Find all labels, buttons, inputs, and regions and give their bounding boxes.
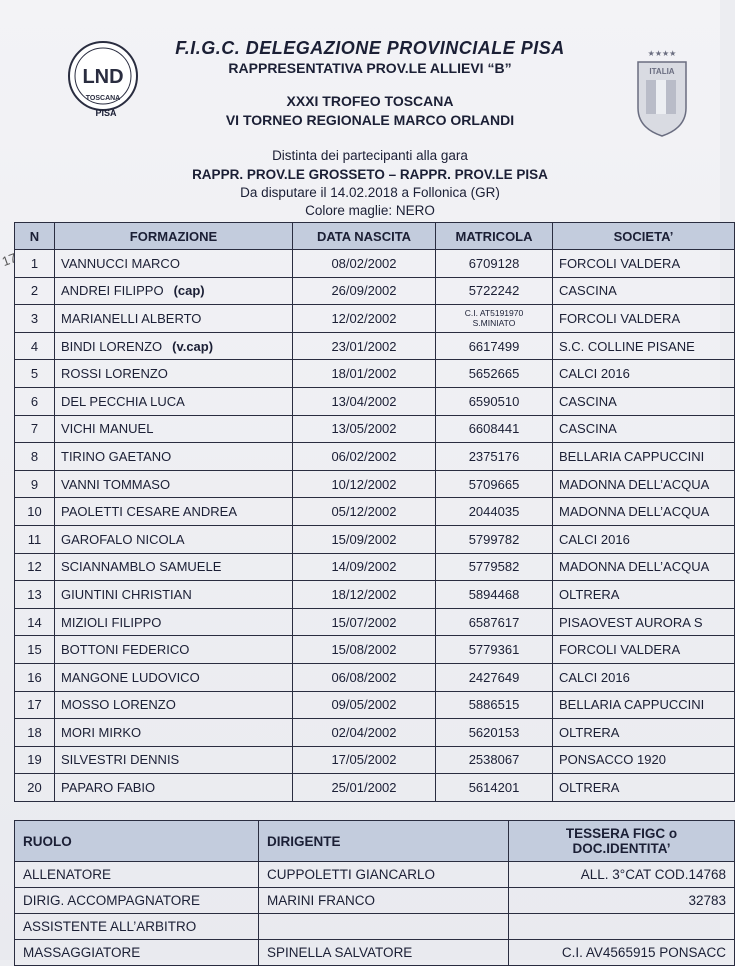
player-number: 6 [15, 387, 55, 415]
player-name: ROSSI LORENZO [61, 366, 168, 382]
col-header-data-nascita: DATA NASCITA [293, 223, 436, 250]
player-name: VANNUCCI MARCO [61, 255, 180, 271]
player-name-cell [55, 415, 293, 443]
players-table [14, 222, 735, 802]
player-name-cell [55, 553, 293, 581]
player-row [15, 553, 735, 581]
staff-table [14, 820, 735, 966]
player-name: VICHI MANUEL [61, 421, 154, 437]
player-name-cell [55, 498, 293, 526]
staff-name [259, 914, 509, 940]
player-number: 13 [15, 581, 55, 609]
player-matricola: 5652665 [436, 360, 553, 388]
player-matricola: 5709665 [436, 470, 553, 498]
player-name-cell [55, 443, 293, 471]
player-matricola [436, 305, 553, 333]
italia-logo-text: ITALIA [649, 67, 675, 76]
col-header-n: N [15, 223, 55, 250]
col-header-formazione: FORMAZIONE [55, 223, 293, 250]
player-matricola: 2375176 [436, 443, 553, 471]
player-club: PONSACCO 1920 [553, 746, 735, 774]
italia-shield-logo [632, 48, 692, 138]
player-row [15, 250, 735, 278]
player-birth-date: 15/08/2002 [293, 636, 436, 664]
player-row [15, 525, 735, 553]
player-matricola: 5722242 [436, 277, 553, 305]
player-matricola-line2: S.MINIATO [472, 318, 516, 329]
player-name: PAOLETTI CESARE ANDREA [61, 504, 238, 520]
player-row [15, 663, 735, 691]
svg-text:★★★★: ★★★★ [647, 49, 677, 58]
player-club: BELLARIA CAPPUCCINI [553, 443, 735, 471]
player-name-cell [55, 525, 293, 553]
col-header-matricola: MATRICOLA [436, 223, 553, 250]
player-club: CALCI 2016 [553, 360, 735, 388]
player-row [15, 387, 735, 415]
player-name-cell [55, 250, 293, 278]
player-row [15, 277, 735, 305]
player-name-cell [55, 360, 293, 388]
player-birth-date: 06/08/2002 [293, 663, 436, 691]
player-matricola: 6608441 [436, 415, 553, 443]
col-header-tessera [509, 821, 735, 862]
player-name-cell [55, 719, 293, 747]
player-matricola: 2538067 [436, 746, 553, 774]
staff-row [15, 940, 735, 966]
player-birth-date: 02/04/2002 [293, 719, 436, 747]
player-number: 9 [15, 470, 55, 498]
player-name-cell [55, 746, 293, 774]
player-club: MADONNA DELL’ACQUA [553, 498, 735, 526]
col-header-ruolo: RUOLO [15, 821, 259, 862]
player-name: TIRINO GAETANO [61, 448, 172, 464]
player-name-cell [55, 636, 293, 664]
player-row [15, 774, 735, 802]
player-birth-date: 10/12/2002 [293, 470, 436, 498]
player-matricola: 5779582 [436, 553, 553, 581]
player-name-cell [55, 774, 293, 802]
player-matricola: 5894468 [436, 581, 553, 609]
staff-name: CUPPOLETTI GIANCARLO [259, 862, 509, 888]
player-birth-date: 23/01/2002 [293, 332, 436, 360]
player-club: FORCOLI VALDERA [553, 636, 735, 664]
player-name: SCIANNAMBLO SAMUELE [61, 559, 222, 575]
player-number: 11 [15, 525, 55, 553]
player-club: OLTRERA [553, 581, 735, 609]
player-name: SILVESTRI DENNIS [61, 752, 180, 768]
col-header-tessera-line2: DOC.IDENTITA’ [572, 841, 671, 856]
player-club: CALCI 2016 [553, 663, 735, 691]
player-name: MOSSO LORENZO [61, 697, 176, 713]
staff-role: DIRIG. ACCOMPAGNATORE [15, 888, 259, 914]
col-header-societa: SOCIETA’ [553, 223, 735, 250]
player-role: (cap) [173, 283, 205, 299]
player-birth-date: 06/02/2002 [293, 443, 436, 471]
staff-document: 32783 [509, 888, 735, 914]
player-club: S.C. COLLINE PISANE [553, 332, 735, 360]
player-birth-date: 15/09/2002 [293, 525, 436, 553]
staff-role: ASSISTENTE ALL’ARBITRO [15, 914, 259, 940]
player-number: 20 [15, 774, 55, 802]
player-name: MIZIOLI FILIPPO [61, 614, 162, 630]
federation-title: F.I.G.C. DELEGAZIONE PROVINCIALE PISA [175, 38, 565, 58]
player-club: FORCOLI VALDERA [553, 305, 735, 333]
player-club: OLTRERA [553, 719, 735, 747]
player-name: MARIANELLI ALBERTO [61, 310, 202, 326]
player-birth-date: 13/04/2002 [293, 387, 436, 415]
staff-document: ALL. 3°CAT COD.14768 [509, 862, 735, 888]
player-club: MADONNA DELL’ACQUA [553, 553, 735, 581]
player-row [15, 746, 735, 774]
player-number: 8 [15, 443, 55, 471]
player-number: 2 [15, 277, 55, 305]
player-matricola: 6590510 [436, 387, 553, 415]
player-name: PAPARO FABIO [61, 780, 156, 796]
player-name: BOTTONI FEDERICO [61, 642, 190, 658]
player-club: MADONNA DELL’ACQUA [553, 470, 735, 498]
match-date-place: Da disputare il 14.02.2018 a Follonica (GR) [240, 185, 500, 200]
staff-row [15, 914, 735, 940]
col-header-tessera-line1: TESSERA FIGC o [565, 826, 678, 841]
player-club: FORCOLI VALDERA [553, 250, 735, 278]
player-matricola: 6587617 [436, 608, 553, 636]
player-club: CALCI 2016 [553, 525, 735, 553]
player-matricola: 2044035 [436, 498, 553, 526]
player-birth-date: 18/12/2002 [293, 581, 436, 609]
player-row [15, 443, 735, 471]
staff-role: ALLENATORE [15, 862, 259, 888]
player-name: ANDREI FILIPPO [61, 283, 164, 299]
player-number: 15 [15, 636, 55, 664]
player-number: 17 [15, 691, 55, 719]
lnd-logo-text: LND [82, 66, 124, 88]
player-birth-date: 12/02/2002 [293, 305, 436, 333]
player-number: 5 [15, 360, 55, 388]
player-name-cell [55, 581, 293, 609]
player-matricola-line1: C.I. AT5191970 [464, 308, 524, 319]
player-number: 19 [15, 746, 55, 774]
player-role: (v.cap) [172, 338, 214, 354]
player-club: BELLARIA CAPPUCCINI [553, 691, 735, 719]
player-number: 4 [15, 332, 55, 360]
player-number: 12 [15, 553, 55, 581]
player-name: GIUNTINI CHRISTIAN [61, 586, 192, 602]
player-name: VANNI TOMMASO [61, 476, 171, 492]
player-name: DEL PECCHIA LUCA [61, 393, 185, 409]
player-row [15, 332, 735, 360]
col-header-dirigente: DIRIGENTE [259, 821, 509, 862]
player-row [15, 305, 735, 333]
player-number: 1 [15, 250, 55, 278]
staff-name: SPINELLA SALVATORE [259, 940, 509, 966]
player-row [15, 691, 735, 719]
player-matricola: 5799782 [436, 525, 553, 553]
player-club: PISAOVEST AURORA S [553, 608, 735, 636]
player-name-cell [55, 277, 293, 305]
player-number: 16 [15, 663, 55, 691]
player-name-cell [55, 608, 293, 636]
handwritten-mark: 17 [0, 249, 19, 270]
player-row [15, 415, 735, 443]
player-row [15, 498, 735, 526]
staff-row [15, 862, 735, 888]
staff-name: MARINI FRANCO [259, 888, 509, 914]
staff-document: C.I. AV4565915 PONSACC [509, 940, 735, 966]
player-row [15, 581, 735, 609]
player-name: MANGONE LUDOVICO [61, 669, 200, 685]
staff-row [15, 888, 735, 914]
players-table-header [15, 223, 735, 250]
lnd-logo-city: PISA [95, 108, 117, 118]
player-row [15, 470, 735, 498]
team-title: RAPPRESENTATIVA PROV.LE ALLIEVI “B” [228, 60, 512, 76]
player-birth-date: 13/05/2002 [293, 415, 436, 443]
player-matricola: 5779361 [436, 636, 553, 664]
player-birth-date: 05/12/2002 [293, 498, 436, 526]
player-matricola: 2427649 [436, 663, 553, 691]
player-name: MORI MIRKO [61, 724, 142, 740]
player-number: 18 [15, 719, 55, 747]
player-name-cell [55, 663, 293, 691]
player-birth-date: 09/05/2002 [293, 691, 436, 719]
staff-document [509, 914, 735, 940]
player-birth-date: 26/09/2002 [293, 277, 436, 305]
player-number: 14 [15, 608, 55, 636]
player-club: CASCINA [553, 415, 735, 443]
player-name: GAROFALO NICOLA [61, 531, 185, 547]
player-birth-date: 08/02/2002 [293, 250, 436, 278]
player-name-cell [55, 332, 293, 360]
player-name-cell [55, 387, 293, 415]
player-matricola: 5886515 [436, 691, 553, 719]
player-club: CASCINA [553, 387, 735, 415]
player-number: 10 [15, 498, 55, 526]
player-birth-date: 15/07/2002 [293, 608, 436, 636]
player-birth-date: 18/01/2002 [293, 360, 436, 388]
player-row [15, 360, 735, 388]
player-matricola: 5614201 [436, 774, 553, 802]
player-birth-date: 14/09/2002 [293, 553, 436, 581]
match-title: RAPPR. PROV.LE GROSSETO – RAPPR. PROV.LE PISA [192, 167, 548, 182]
player-row [15, 636, 735, 664]
list-intro: Distinta dei partecipanti alla gara [272, 148, 468, 163]
player-name: BINDI LORENZO [61, 338, 163, 354]
trophy-title: XXXI TROFEO TOSCANA [286, 93, 454, 109]
player-birth-date: 17/05/2002 [293, 746, 436, 774]
tournament-title: VI TORNEO REGIONALE MARCO ORLANDI [225, 112, 515, 128]
player-matricola: 5620153 [436, 719, 553, 747]
player-number: 3 [15, 305, 55, 333]
lnd-logo-subtext: TOSCANA [85, 95, 121, 102]
shirt-color: Colore maglie: NERO [305, 203, 435, 218]
player-name-cell [55, 305, 293, 333]
player-matricola: 6709128 [436, 250, 553, 278]
player-row [15, 608, 735, 636]
player-name-cell [55, 470, 293, 498]
player-number: 7 [15, 415, 55, 443]
player-club: CASCINA [553, 277, 735, 305]
player-matricola: 6617499 [436, 332, 553, 360]
player-club: OLTRERA [553, 774, 735, 802]
player-birth-date: 25/01/2002 [293, 774, 436, 802]
player-row [15, 719, 735, 747]
player-name-cell [55, 691, 293, 719]
staff-role: MASSAGGIATORE [15, 940, 259, 966]
staff-table-header [15, 821, 735, 862]
